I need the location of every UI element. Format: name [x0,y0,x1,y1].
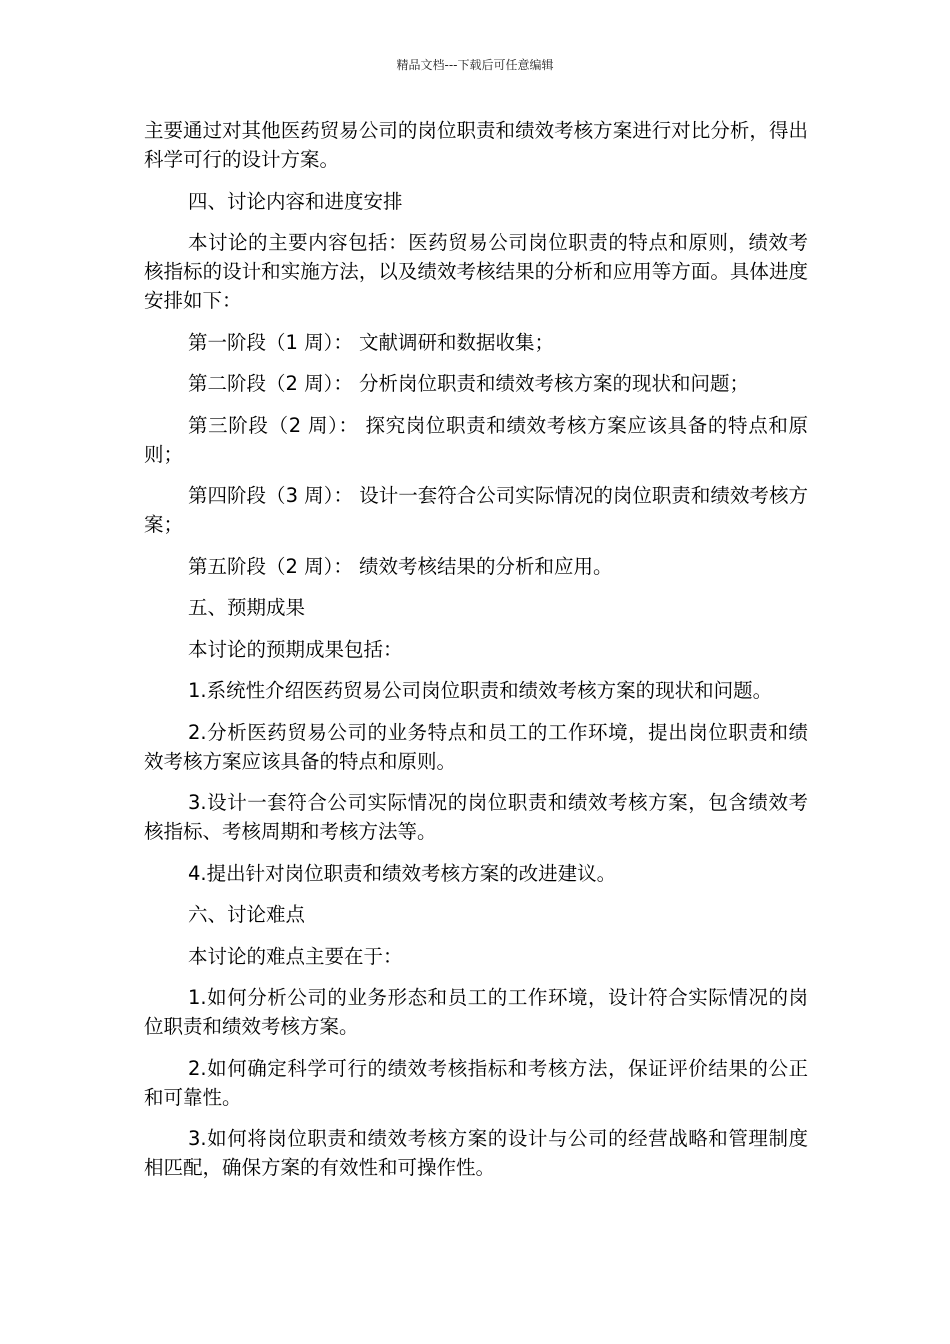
paragraph-schedule-intro: 本讨论的主要内容包括：医药贸易公司岗位职责的特点和原则，绩效考核指标的设计和实施方法，以及绩效考核结果的分析和应用等方面。具体进度安排如下： [144,231,808,312]
page-header: 精品文档---下载后可任意编辑 [396,58,554,72]
paragraph-method-continuation: 主要通过对其他医药贸易公司的岗位职责和绩效考核方案进行对比分析，得出科学可行的设计方案。 [144,119,808,171]
paragraph-outcomes-intro: 本讨论的预期成果包括： [188,637,403,661]
outcome-item-3: 3.设计一套符合公司实际情况的岗位职责和绩效考核方案，包含绩效考核指标、考核周期和考核方法等。 [144,791,808,843]
difficulty-item-1: 1.如何分析公司的业务形态和员工的工作环境，设计符合实际情况的岗位职责和绩效考核方案。 [144,986,808,1038]
section-heading-schedule: 四、讨论内容和进度安排 [188,189,403,213]
schedule-stage-2: 第二阶段（2 周）： 分析岗位职责和绩效考核方案的现状和问题； [188,372,750,395]
difficulty-item-2: 2.如何确定科学可行的绩效考核指标和考核方法，保证评价结果的公正和可靠性。 [144,1056,808,1109]
schedule-stage-1: 第一阶段（1 周）： 文献调研和数据收集； [188,330,555,354]
paragraph-difficulties-intro: 本讨论的难点主要在于： [188,944,403,968]
schedule-stage-5: 第五阶段（2 周）： 绩效考核结果的分析和应用。 [188,554,613,578]
schedule-stage-4: 第四阶段（3 周）： 设计一套符合公司实际情况的岗位职责和绩效考核方案； [144,484,808,536]
outcome-item-4: 4.提出针对岗位职责和绩效考核方案的改进建议。 [188,861,617,885]
section-heading-outcomes: 五、预期成果 [188,596,306,619]
schedule-stage-3: 第三阶段（2 周）： 探究岗位职责和绩效考核方案应该具备的特点和原则； [144,413,808,466]
document-body [144,116,808,1195]
outcome-item-2: 2.分析医药贸易公司的业务特点和员工的工作环境，提出岗位职责和绩效考核方案应该具备的特点和原则。 [144,720,808,773]
difficulty-item-3: 3.如何将岗位职责和绩效考核方案的设计与公司的经营战略和管理制度相匹配，确保方案的有效性和可操作性。 [144,1127,808,1179]
outcome-item-1: 1.系统性介绍医药贸易公司岗位职责和绩效考核方案的现状和问题。 [188,679,773,702]
section-heading-difficulties: 六、讨论难点 [188,903,306,926]
